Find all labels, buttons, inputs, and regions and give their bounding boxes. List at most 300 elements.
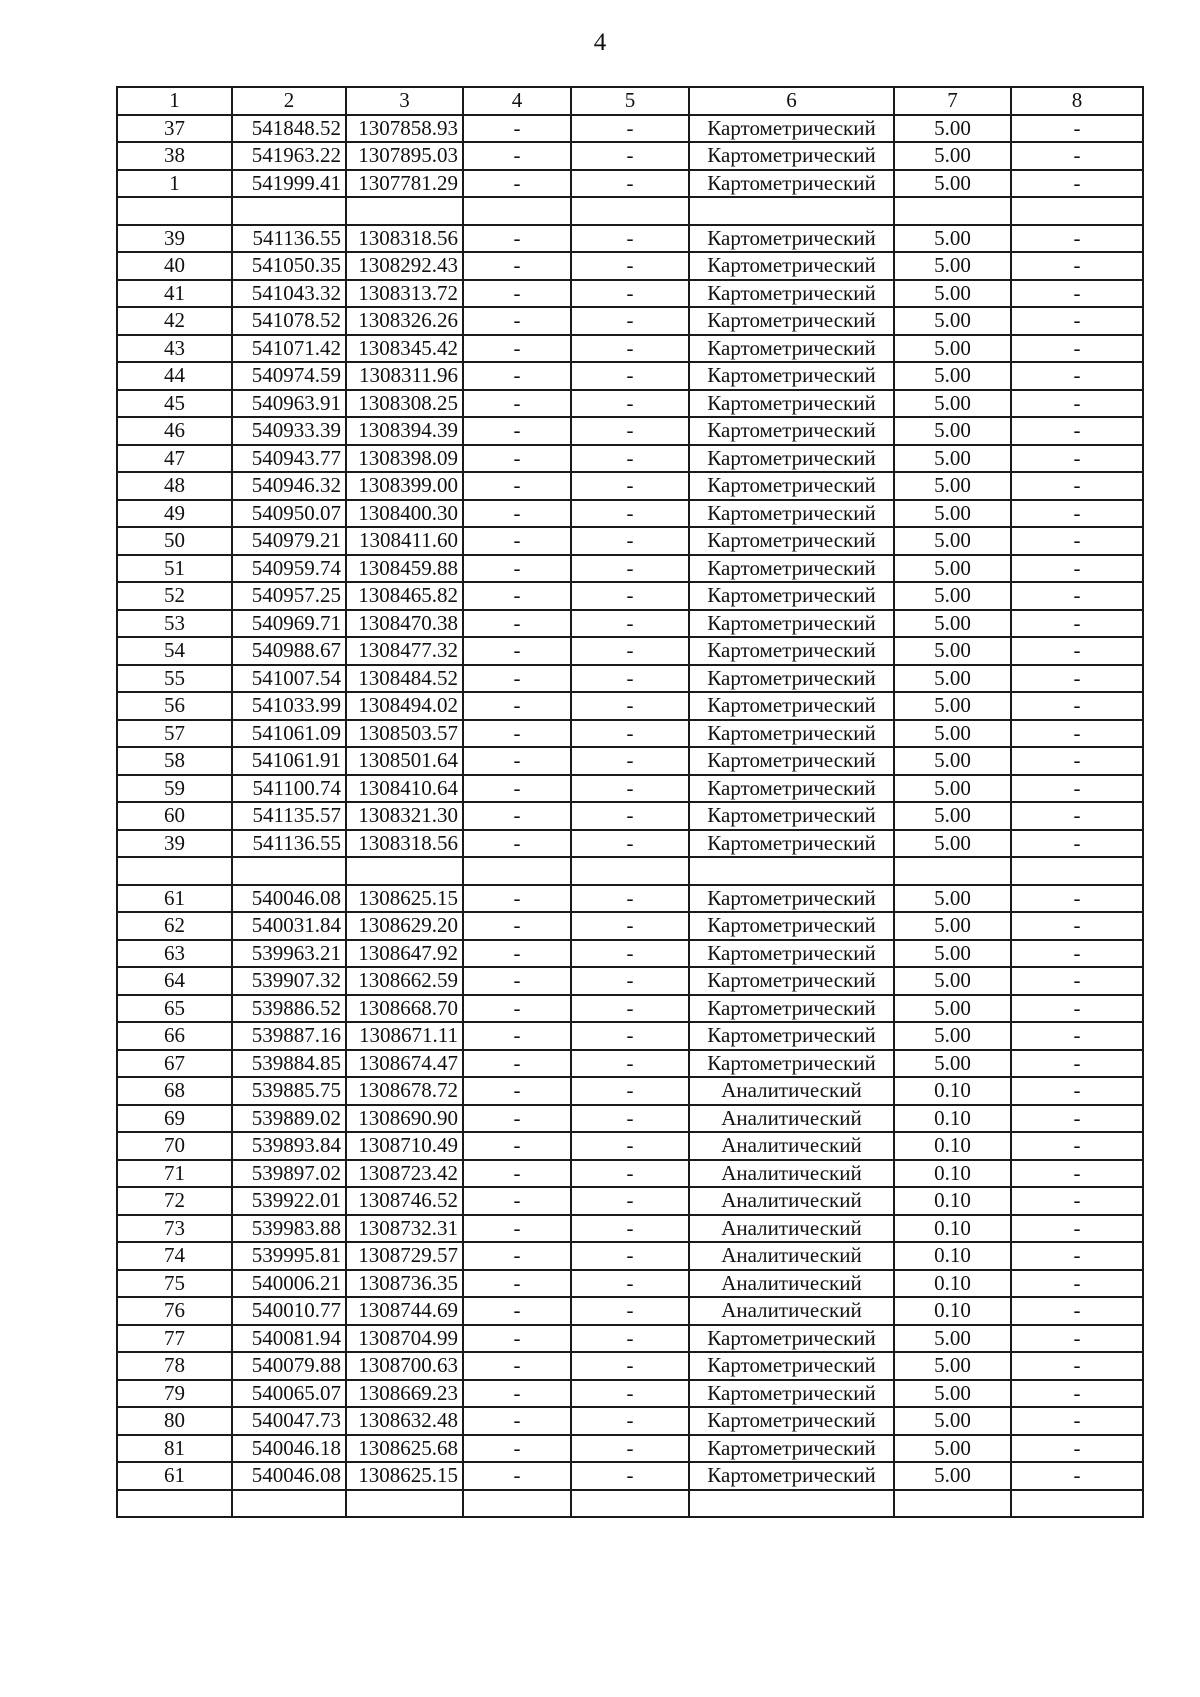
- table-cell: 1308746.52: [346, 1187, 463, 1215]
- table-cell: 42: [117, 307, 232, 335]
- table-row: [117, 527, 1143, 555]
- table-cell: 5.00: [894, 170, 1011, 198]
- table-cell: 65: [117, 995, 232, 1023]
- table-cell: -: [1011, 1435, 1143, 1463]
- table-cell: 5.00: [894, 307, 1011, 335]
- table-cell: -: [1011, 830, 1143, 858]
- table-cell: 5.00: [894, 472, 1011, 500]
- table-cell: 1308321.30: [346, 802, 463, 830]
- table-row: [117, 1050, 1143, 1078]
- table-cell: [571, 857, 689, 885]
- table-row: [117, 747, 1143, 775]
- table-cell: -: [571, 1077, 689, 1105]
- coordinates-table: [116, 86, 1144, 1518]
- table-cell: -: [1011, 1297, 1143, 1325]
- table-cell: 70: [117, 1132, 232, 1160]
- table-cell: 5.00: [894, 1435, 1011, 1463]
- table-cell: -: [463, 720, 571, 748]
- table-cell: Аналитический: [689, 1297, 894, 1325]
- table-cell: [346, 857, 463, 885]
- table-cell: 1308729.57: [346, 1242, 463, 1270]
- table-cell: [689, 857, 894, 885]
- table-cell: -: [463, 1435, 571, 1463]
- table-cell: -: [1011, 1187, 1143, 1215]
- table-cell: 80: [117, 1407, 232, 1435]
- table-cell: 5.00: [894, 417, 1011, 445]
- table-cell: -: [463, 417, 571, 445]
- table-cell: Картометрический: [689, 885, 894, 913]
- table-row: [117, 445, 1143, 473]
- table-cell: 539887.16: [232, 1022, 346, 1050]
- table-cell: 45: [117, 390, 232, 418]
- table-cell: -: [571, 995, 689, 1023]
- table-cell: 1308494.02: [346, 692, 463, 720]
- table-cell: -: [571, 335, 689, 363]
- table-cell: 1308744.69: [346, 1297, 463, 1325]
- table-cell: -: [1011, 610, 1143, 638]
- table-cell: 81: [117, 1435, 232, 1463]
- table-cell: 1308669.23: [346, 1380, 463, 1408]
- table-cell: -: [571, 1132, 689, 1160]
- table-cell: -: [1011, 1462, 1143, 1490]
- table-cell: 539884.85: [232, 1050, 346, 1078]
- table-cell: 1308625.15: [346, 1462, 463, 1490]
- table-cell: -: [1011, 967, 1143, 995]
- table-cell: [1011, 857, 1143, 885]
- table-cell: -: [463, 170, 571, 198]
- table-cell: 540988.67: [232, 637, 346, 665]
- table-cell: -: [463, 390, 571, 418]
- table-cell: 52: [117, 582, 232, 610]
- table-cell: 48: [117, 472, 232, 500]
- table-cell: Картометрический: [689, 170, 894, 198]
- table-cell: Картометрический: [689, 1022, 894, 1050]
- table-cell: -: [1011, 912, 1143, 940]
- table-cell: -: [463, 665, 571, 693]
- table-cell: -: [463, 775, 571, 803]
- table-cell: 75: [117, 1270, 232, 1298]
- table-cell: -: [1011, 335, 1143, 363]
- table-cell: -: [571, 1187, 689, 1215]
- table-cell: Картометрический: [689, 335, 894, 363]
- table-cell: 1308345.42: [346, 335, 463, 363]
- table-cell: Аналитический: [689, 1105, 894, 1133]
- table-row: [117, 1105, 1143, 1133]
- table-cell: 46: [117, 417, 232, 445]
- table-cell: [1011, 1490, 1143, 1518]
- table-cell: 73: [117, 1215, 232, 1243]
- table-cell: 1308736.35: [346, 1270, 463, 1298]
- table-cell: 540950.07: [232, 500, 346, 528]
- table-cell: Картометрический: [689, 115, 894, 143]
- table-cell: [232, 197, 346, 225]
- table-cell: 5.00: [894, 1462, 1011, 1490]
- table-cell: -: [1011, 1352, 1143, 1380]
- table-cell: 1307895.03: [346, 142, 463, 170]
- table-cell: -: [1011, 362, 1143, 390]
- table-cell: 54: [117, 637, 232, 665]
- table-cell: Картометрический: [689, 1380, 894, 1408]
- table-cell: 540079.88: [232, 1352, 346, 1380]
- table-cell: 1308400.30: [346, 500, 463, 528]
- table-cell: 44: [117, 362, 232, 390]
- table-cell: Картометрический: [689, 802, 894, 830]
- table-cell: -: [463, 1022, 571, 1050]
- table-cell: 77: [117, 1325, 232, 1353]
- column-header: 7: [894, 87, 1011, 115]
- table-cell: 38: [117, 142, 232, 170]
- separator-row: [117, 197, 1143, 225]
- table-cell: -: [463, 1050, 571, 1078]
- table-cell: -: [571, 445, 689, 473]
- table-cell: 5.00: [894, 665, 1011, 693]
- table-cell: [117, 857, 232, 885]
- table-cell: 1308308.25: [346, 390, 463, 418]
- table-cell: Картометрический: [689, 582, 894, 610]
- table-cell: -: [571, 912, 689, 940]
- table-cell: 56: [117, 692, 232, 720]
- table-cell: [117, 1490, 232, 1518]
- table-cell: 5.00: [894, 885, 1011, 913]
- table-row: [117, 692, 1143, 720]
- table-cell: 1308398.09: [346, 445, 463, 473]
- table-cell: -: [571, 1050, 689, 1078]
- table-row: [117, 1352, 1143, 1380]
- table-cell: 1308732.31: [346, 1215, 463, 1243]
- table-row: [117, 1407, 1143, 1435]
- table-cell: 0.10: [894, 1297, 1011, 1325]
- table-cell: Картометрический: [689, 995, 894, 1023]
- table-row: [117, 225, 1143, 253]
- table-cell: -: [463, 142, 571, 170]
- table-row: [117, 472, 1143, 500]
- table-cell: 5.00: [894, 1407, 1011, 1435]
- table-row: [117, 967, 1143, 995]
- table-cell: 5.00: [894, 252, 1011, 280]
- table-cell: -: [463, 335, 571, 363]
- table-cell: 540047.73: [232, 1407, 346, 1435]
- table-cell: 541050.35: [232, 252, 346, 280]
- table-cell: -: [463, 500, 571, 528]
- table-cell: -: [571, 1435, 689, 1463]
- table-cell: 5.00: [894, 1352, 1011, 1380]
- table-cell: -: [571, 115, 689, 143]
- table-cell: -: [571, 555, 689, 583]
- table-cell: 39: [117, 830, 232, 858]
- table-cell: -: [1011, 1325, 1143, 1353]
- table-cell: 1308678.72: [346, 1077, 463, 1105]
- table-cell: 0.10: [894, 1132, 1011, 1160]
- table-cell: 5.00: [894, 1050, 1011, 1078]
- table-cell: 539922.01: [232, 1187, 346, 1215]
- column-header: 4: [463, 87, 571, 115]
- table-cell: 539897.02: [232, 1160, 346, 1188]
- table-row: [117, 1435, 1143, 1463]
- table-cell: -: [571, 307, 689, 335]
- table-cell: Картометрический: [689, 1407, 894, 1435]
- table-cell: -: [571, 940, 689, 968]
- table-cell: 1308311.96: [346, 362, 463, 390]
- table-cell: 540046.18: [232, 1435, 346, 1463]
- table-cell: 1308625.68: [346, 1435, 463, 1463]
- table-cell: 1308629.20: [346, 912, 463, 940]
- table-cell: -: [571, 692, 689, 720]
- table-cell: -: [571, 665, 689, 693]
- table-cell: Картометрический: [689, 1325, 894, 1353]
- table-cell: -: [571, 802, 689, 830]
- table-cell: -: [1011, 1380, 1143, 1408]
- table-cell: 57: [117, 720, 232, 748]
- table-cell: 540046.08: [232, 1462, 346, 1490]
- table-cell: Картометрический: [689, 555, 894, 583]
- table-cell: 1308674.47: [346, 1050, 463, 1078]
- table-cell: -: [463, 940, 571, 968]
- table-cell: -: [1011, 885, 1143, 913]
- table-cell: 5.00: [894, 1380, 1011, 1408]
- table-cell: -: [571, 720, 689, 748]
- table-cell: -: [1011, 307, 1143, 335]
- table-cell: Картометрический: [689, 280, 894, 308]
- table-cell: [232, 857, 346, 885]
- column-header: 2: [232, 87, 346, 115]
- table-cell: 1308313.72: [346, 280, 463, 308]
- table-cell: 541135.57: [232, 802, 346, 830]
- table-cell: Картометрический: [689, 225, 894, 253]
- table-cell: -: [571, 1297, 689, 1325]
- table-row: [117, 1077, 1143, 1105]
- table-row: [117, 665, 1143, 693]
- table-cell: 541071.42: [232, 335, 346, 363]
- table-cell: -: [463, 1105, 571, 1133]
- table-row: [117, 1187, 1143, 1215]
- table-cell: -: [1011, 445, 1143, 473]
- table-cell: 5.00: [894, 362, 1011, 390]
- table-cell: 540065.07: [232, 1380, 346, 1408]
- table-cell: 50: [117, 527, 232, 555]
- table-cell: -: [463, 445, 571, 473]
- table-cell: -: [463, 885, 571, 913]
- table-row: [117, 610, 1143, 638]
- table-row: [117, 390, 1143, 418]
- table-cell: 541007.54: [232, 665, 346, 693]
- table-cell: 49: [117, 500, 232, 528]
- table-cell: Картометрический: [689, 417, 894, 445]
- table-cell: -: [463, 472, 571, 500]
- table-header: [117, 87, 1143, 115]
- table-row: [117, 1325, 1143, 1353]
- table-cell: -: [1011, 665, 1143, 693]
- table-cell: 1308410.64: [346, 775, 463, 803]
- table-cell: -: [1011, 417, 1143, 445]
- table-cell: [571, 197, 689, 225]
- table-row: [117, 555, 1143, 583]
- table-cell: 74: [117, 1242, 232, 1270]
- table-cell: 0.10: [894, 1215, 1011, 1243]
- table-cell: -: [571, 1160, 689, 1188]
- table-cell: 71: [117, 1160, 232, 1188]
- table-cell: Картометрический: [689, 720, 894, 748]
- table-cell: 59: [117, 775, 232, 803]
- table-cell: 67: [117, 1050, 232, 1078]
- table-cell: 540046.08: [232, 885, 346, 913]
- table-cell: -: [571, 1105, 689, 1133]
- table-cell: Картометрический: [689, 472, 894, 500]
- table-cell: -: [463, 1187, 571, 1215]
- table-cell: 1308704.99: [346, 1325, 463, 1353]
- table-cell: -: [1011, 1050, 1143, 1078]
- table-row: [117, 307, 1143, 335]
- table-cell: 0.10: [894, 1077, 1011, 1105]
- table-cell: 1308477.32: [346, 637, 463, 665]
- table-cell: -: [463, 1132, 571, 1160]
- table-cell: -: [1011, 692, 1143, 720]
- table-cell: 541043.32: [232, 280, 346, 308]
- table-cell: -: [571, 280, 689, 308]
- table-cell: -: [571, 390, 689, 418]
- table-cell: -: [463, 582, 571, 610]
- table-cell: 55: [117, 665, 232, 693]
- table-cell: -: [463, 610, 571, 638]
- table-cell: 63: [117, 940, 232, 968]
- table-cell: 1308625.15: [346, 885, 463, 913]
- table-cell: 5.00: [894, 390, 1011, 418]
- table-cell: 53: [117, 610, 232, 638]
- table-cell: [463, 857, 571, 885]
- table-cell: 540081.94: [232, 1325, 346, 1353]
- table-cell: 62: [117, 912, 232, 940]
- table-cell: -: [463, 912, 571, 940]
- page-number: 4: [593, 29, 607, 56]
- table-cell: -: [1011, 170, 1143, 198]
- table-cell: 539995.81: [232, 1242, 346, 1270]
- table-cell: -: [1011, 1270, 1143, 1298]
- table-row: [117, 417, 1143, 445]
- table-cell: -: [1011, 1132, 1143, 1160]
- table-cell: 5.00: [894, 1022, 1011, 1050]
- table-cell: [463, 197, 571, 225]
- table-cell: -: [1011, 280, 1143, 308]
- table-cell: 541100.74: [232, 775, 346, 803]
- table-cell: 541033.99: [232, 692, 346, 720]
- table-cell: 5.00: [894, 445, 1011, 473]
- table-cell: Аналитический: [689, 1077, 894, 1105]
- table-cell: 5.00: [894, 555, 1011, 583]
- table-cell: -: [571, 885, 689, 913]
- table-row: [117, 1297, 1143, 1325]
- table-cell: -: [1011, 142, 1143, 170]
- table-cell: 541136.55: [232, 225, 346, 253]
- table-cell: 37: [117, 115, 232, 143]
- table-cell: 5.00: [894, 637, 1011, 665]
- table-cell: Аналитический: [689, 1187, 894, 1215]
- table-cell: [894, 197, 1011, 225]
- table-cell: 1308318.56: [346, 830, 463, 858]
- table-cell: Картометрический: [689, 912, 894, 940]
- table-cell: Картометрический: [689, 1050, 894, 1078]
- table-cell: 5.00: [894, 940, 1011, 968]
- table-cell: -: [571, 1462, 689, 1490]
- table-cell: -: [571, 610, 689, 638]
- table-cell: 541848.52: [232, 115, 346, 143]
- table-row: [117, 252, 1143, 280]
- table-cell: 1308503.57: [346, 720, 463, 748]
- table-cell: Картометрический: [689, 527, 894, 555]
- table-cell: 1308723.42: [346, 1160, 463, 1188]
- table-cell: [571, 1490, 689, 1518]
- table-cell: Аналитический: [689, 1270, 894, 1298]
- table-cell: 541999.41: [232, 170, 346, 198]
- table-cell: Картометрический: [689, 747, 894, 775]
- table-cell: -: [571, 252, 689, 280]
- table-cell: -: [463, 280, 571, 308]
- table-cell: 1308690.90: [346, 1105, 463, 1133]
- table-cell: -: [1011, 472, 1143, 500]
- table-cell: 1308662.59: [346, 967, 463, 995]
- table-cell: Картометрический: [689, 307, 894, 335]
- table-cell: [689, 197, 894, 225]
- table-cell: -: [1011, 582, 1143, 610]
- table-row: [117, 582, 1143, 610]
- table-cell: -: [1011, 527, 1143, 555]
- table-cell: -: [463, 1462, 571, 1490]
- table-cell: Картометрический: [689, 692, 894, 720]
- table-cell: -: [463, 225, 571, 253]
- table-cell: 5.00: [894, 115, 1011, 143]
- table-cell: [1011, 197, 1143, 225]
- table-cell: 61: [117, 885, 232, 913]
- table-cell: 1308470.38: [346, 610, 463, 638]
- table-cell: 64: [117, 967, 232, 995]
- table-cell: 541078.52: [232, 307, 346, 335]
- table-cell: -: [1011, 1077, 1143, 1105]
- separator-row: [117, 1490, 1143, 1518]
- table-cell: -: [571, 1270, 689, 1298]
- table-cell: 51: [117, 555, 232, 583]
- table-cell: [346, 1490, 463, 1518]
- table-cell: 1307781.29: [346, 170, 463, 198]
- table-cell: -: [1011, 747, 1143, 775]
- table-cell: [894, 857, 1011, 885]
- table-cell: 540969.71: [232, 610, 346, 638]
- table-cell: -: [571, 1325, 689, 1353]
- table-cell: -: [571, 1242, 689, 1270]
- table-cell: 79: [117, 1380, 232, 1408]
- column-header: 1: [117, 87, 232, 115]
- table-cell: 5.00: [894, 802, 1011, 830]
- table-cell: 58: [117, 747, 232, 775]
- table-cell: -: [571, 1022, 689, 1050]
- table-row: [117, 1022, 1143, 1050]
- table-cell: 5.00: [894, 775, 1011, 803]
- table-cell: -: [1011, 720, 1143, 748]
- table-cell: -: [1011, 637, 1143, 665]
- column-header: 3: [346, 87, 463, 115]
- table-cell: [894, 1490, 1011, 1518]
- table-row: [117, 1242, 1143, 1270]
- table-cell: -: [1011, 252, 1143, 280]
- table-row: [117, 830, 1143, 858]
- table-cell: 540946.32: [232, 472, 346, 500]
- table-cell: 1308484.52: [346, 665, 463, 693]
- table-cell: 541061.91: [232, 747, 346, 775]
- table-cell: -: [1011, 390, 1143, 418]
- table-cell: 539886.52: [232, 995, 346, 1023]
- table-cell: 1308647.92: [346, 940, 463, 968]
- table-cell: -: [463, 362, 571, 390]
- table-cell: 539885.75: [232, 1077, 346, 1105]
- table-cell: Аналитический: [689, 1242, 894, 1270]
- table-cell: -: [463, 115, 571, 143]
